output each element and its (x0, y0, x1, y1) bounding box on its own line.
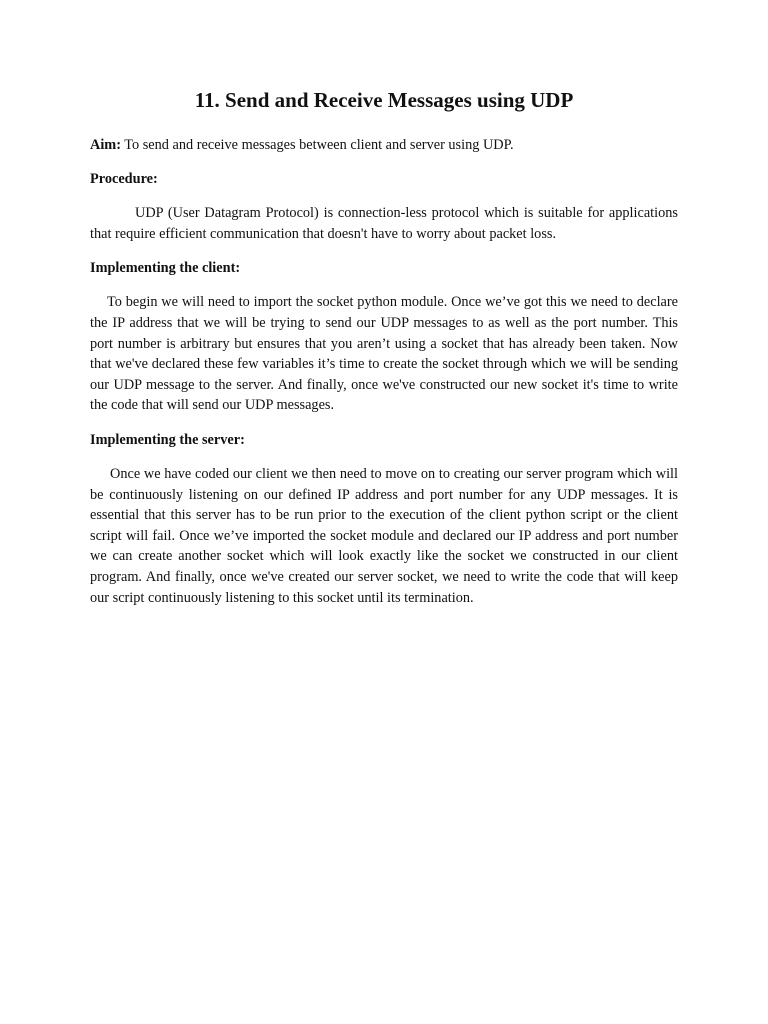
server-paragraph: Once we have coded our client we then need to move on to creating our server program which will be continuously listening on our defined IP address and port number for any UDP messages. It is essential that this server has to be run prior to the execution of the client python script or the client script will fail. Once we’ve imported the socket module and declared our IP address and port number we can create another socket which will look exactly like the socket we constructed in our client program. And finally, once we've created our server socket, we need to write the code that will keep our script continuously listening to this socket until its termination. (90, 465, 678, 606)
page-title: 11. Send and Receive Messages using UDP (194, 88, 574, 112)
aim-label: Aim: (90, 137, 121, 154)
aim-text: To send and receive messages between client and server using UDP. (120, 137, 514, 154)
server-heading: Implementing the server: (90, 431, 245, 448)
client-paragraph: To begin we will need to import the socket python module. Once we’ve got this we need to declare the IP address that we will be trying to send our UDP messages to as well as the port number. This port number is arbitrary but ensures that you aren’t using a socket that has already been taken. Now that we've declared these few variables it’s time to create the socket through which we will be sending our UDP message to the server. And finally, once we've constructed our new socket it's time to write the code that will send our UDP messages. (90, 294, 678, 414)
aim-section (90, 135, 678, 155)
procedure-paragraph: UDP (User Datagram Protocol) is connection-less protocol which is suitable for applications that require efficient communication that doesn't have to worry about packet loss. (90, 205, 678, 242)
procedure-heading: Procedure: (90, 171, 158, 188)
document-page (90, 88, 678, 622)
client-heading: Implementing the client: (90, 260, 241, 277)
